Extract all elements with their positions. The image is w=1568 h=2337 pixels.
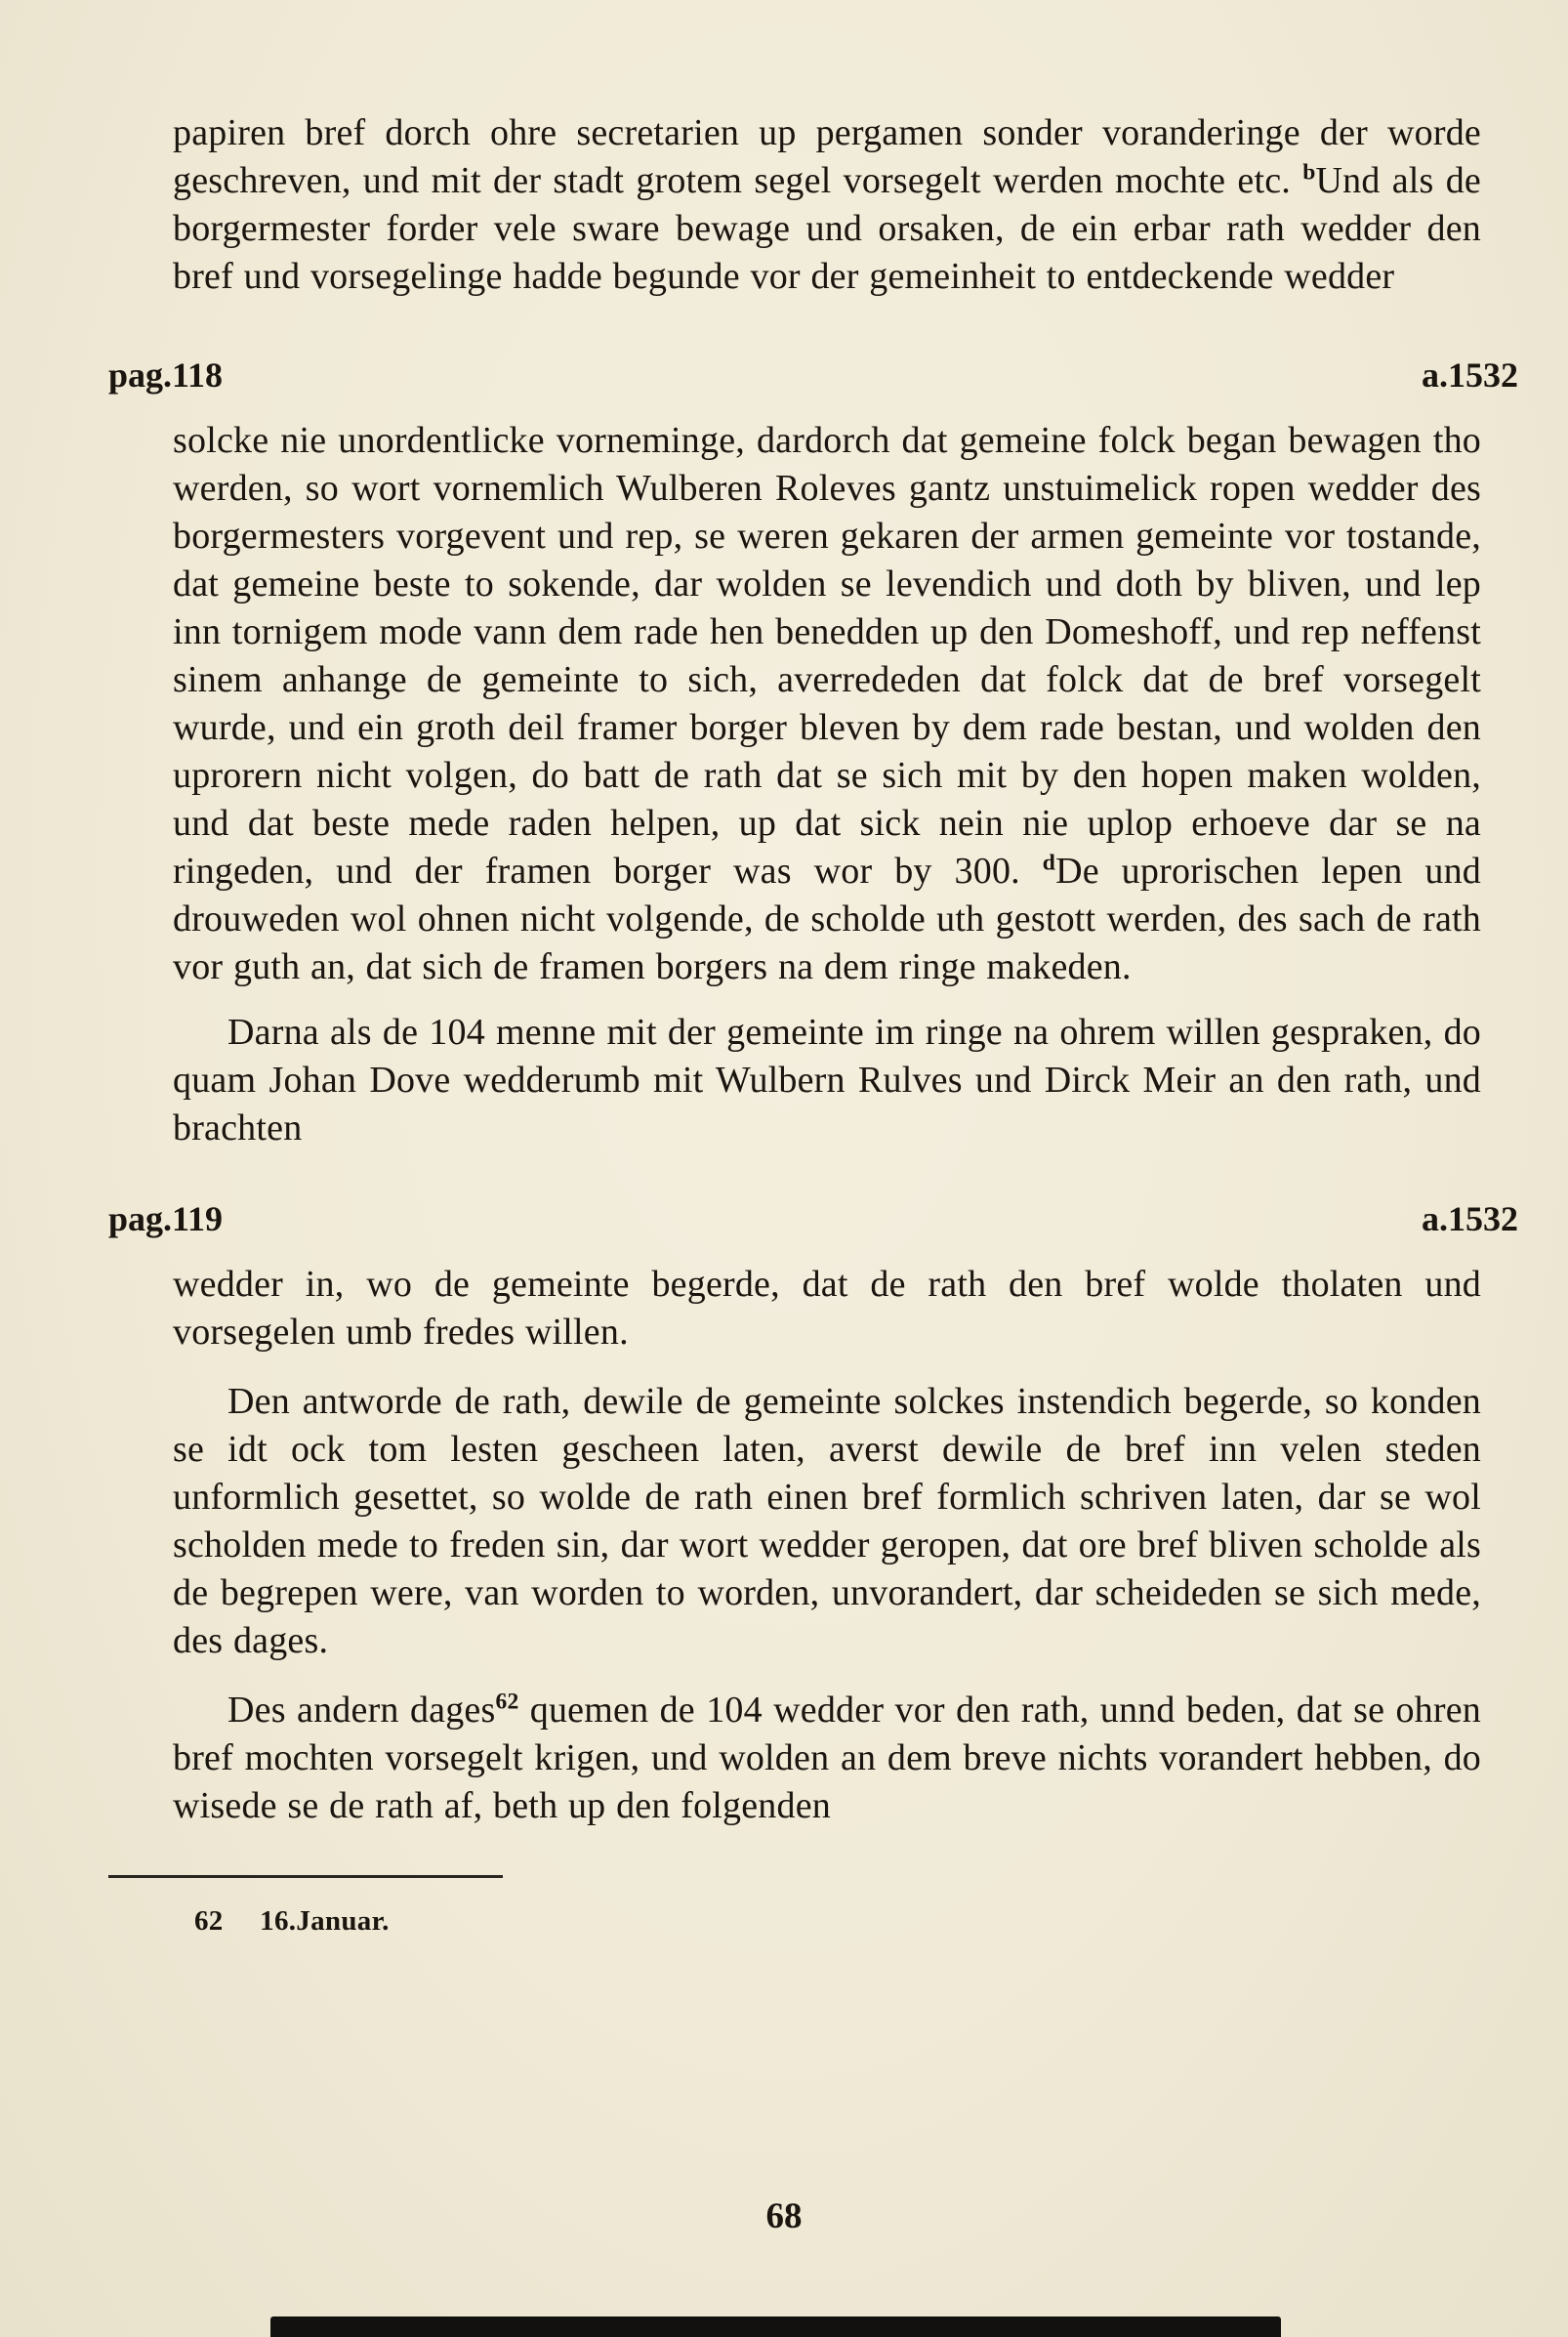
- margin-header-row-1: [108, 352, 1518, 399]
- body-paragraph-3: Darna als de 104 menne mit der gemeinte im ringe na ohrem willen gespraken, do quam Johan Dove wedderumb mit Wulbern Rulves und Dirck Meir an den rath, und brachten: [173, 1012, 1481, 1148]
- body-paragraph-6: Des andern dages$^{62}$ quemen de 104 wedder vor den rath, unnd beden, dat se ohren bref mochten vorsegelt krigen, und wolden an dem breve nichts vorandert hebben, do wisede se de rath af, beth up den folgenden: [173, 1689, 1481, 1826]
- year-label: a.1532: [1422, 355, 1518, 395]
- body-paragraph-4: wedder in, wo de gemeinte begerde, dat de rath den bref wolde tholaten und vorsegelen umb fredes willen.: [173, 1264, 1481, 1353]
- footnote-rule: [108, 1875, 503, 1878]
- page-label: pag.118: [108, 355, 224, 395]
- body-paragraph-1: papiren bref dorch ohre secretarien up pergamen sonder voranderinge der worde geschreven, und mit der stadt grotem segel vorsegelt werden mochte etc. $^b$Und als de borgermester forder vele sware bewage und orsaken, de ein erbar rath wedder den bref und vorsegelinge hadde begunde vor der gemeinheit to entdeckende wedder: [173, 112, 1481, 297]
- page-number: 68: [765, 2196, 803, 2236]
- footnote-number: 62: [194, 1905, 224, 1937]
- text-column: [108, 109, 1518, 1938]
- body-paragraph-5: Den antworde de rath, dewile de gemeinte solckes instendich begerde, so konden se idt ock tom lesten gescheen laten, averst dewile de bref inn velen steden unformlich gesettet, so wolde de rath einen bref formlich schriven laten, dar se wol scholden mede to freden sin, dar wort wedder geropen, dat ore bref bliven scholde als de begrepen were, van worden to worden, unvorandert, dar scheideden se sich mede, des dages.: [173, 1381, 1481, 1661]
- superscript-note: b: [1302, 159, 1316, 186]
- superscript-note: d: [1042, 850, 1056, 876]
- scan-edge-artifact: [270, 2316, 1281, 2337]
- footnote: [194, 1905, 1518, 1938]
- superscript-note: 62: [495, 1689, 519, 1715]
- footnote-text: 16.Januar.: [260, 1905, 390, 1937]
- year-label: a.1532: [1422, 1199, 1518, 1238]
- page-label: pag.119: [108, 1199, 224, 1238]
- body-paragraph-2: solcke nie unordentlicke vorneminge, dardorch dat gemeine folck began bewagen tho werden, so wort vornemlich Wulberen Roleves gantz unstuimelick ropen wedder des borgermesters vorgevent und rep, se weren gekaren der armen gemeinte vor tostande, dat gemeine beste to sokende, dar wolden se levendich und doth by bliven, und lep inn tornigem mode vann dem rade hen benedden up den Domeshoff, und rep neffenst sinem anhange de gemeinte to sich, averrededen dat folck dat de bref vorsegelt wurde, und ein groth deil framer borger bleven by dem rade bestan, und wolden den uprorern nicht volgen, do batt de rath dat se sich mit by den hopen maken wolden, und dat beste mede raden helpen, up dat sick nein nie uplop erhoeve dar se na ringeden, und der framen borger was wor by 300. $^d$De uprorischen lepen und drouweden wol ohnen nicht volgende, de scholde uth gestott werden, des sach de rath vor guth an, dat sich de framen borgers na dem ringe makeden.: [173, 420, 1481, 987]
- margin-header-row-2: [108, 1195, 1518, 1243]
